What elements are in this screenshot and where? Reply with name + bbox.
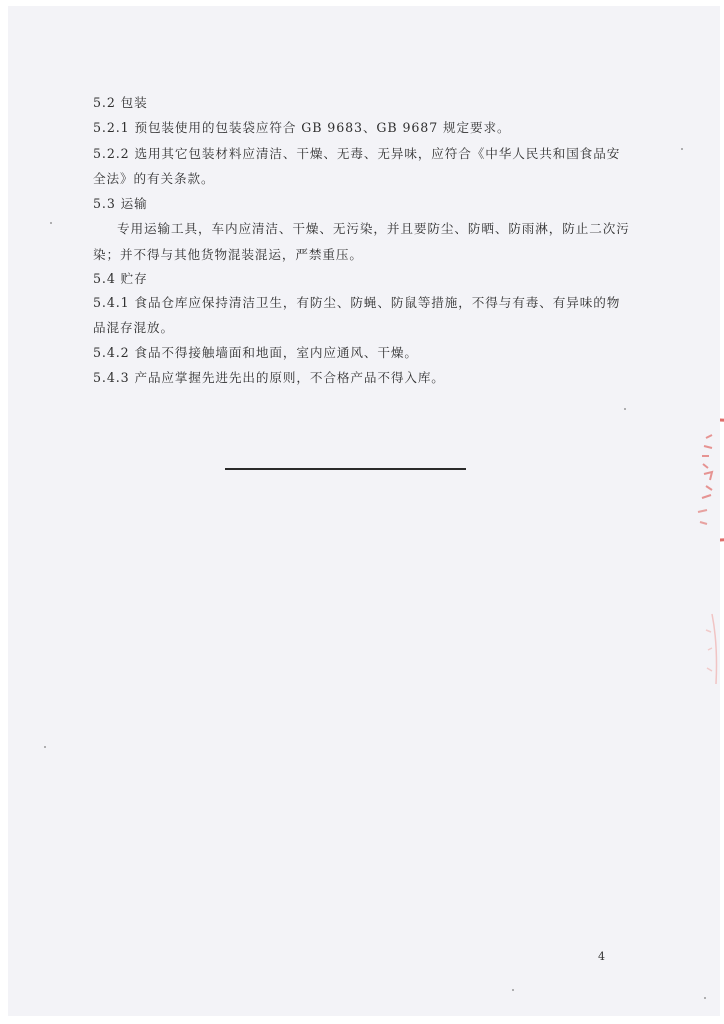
clause-5-2-1: 5.2.1 预包装使用的包装袋应符合 GB 9683、GB 9687 规定要求。	[93, 120, 511, 135]
clause-5-4-3: 5.4.3 产品应掌握先进先出的原则，不合格产品不得入库。	[93, 370, 445, 385]
paragraph-transport: 专用运输工具，车内应清洁、干燥、无污染，并且要防尘、防晒、防雨淋，防止二次污	[117, 221, 630, 236]
end-of-text-rule	[225, 468, 466, 470]
clause-5-4-1: 5.4.1 食品仓库应保持清洁卫生，有防尘、防蝇、防鼠等措施，不得与有毒、有异味的物	[93, 295, 621, 310]
scan-speck	[681, 148, 683, 150]
red-seal-stamp-fragment	[684, 412, 724, 552]
clause-5-4-1-continued: 品混存混放。	[93, 320, 174, 335]
scan-speck	[704, 997, 706, 999]
scan-speck	[624, 408, 626, 410]
section-heading-5-2: 5.2 包装	[93, 95, 148, 110]
paragraph-transport-continued: 染；并不得与其他货物混装混运，严禁重压。	[93, 247, 363, 262]
page-number: 4	[598, 950, 605, 963]
clause-5-2-2-continued: 全法》的有关条款。	[93, 171, 215, 186]
clause-5-4-2: 5.4.2 食品不得接触墙面和地面，室内应通风、干燥。	[93, 345, 418, 360]
clause-5-2-2: 5.2.2 选用其它包装材料应清洁、干燥、无毒、无异味，应符合《中华人民共和国食品安	[93, 146, 621, 161]
faint-seal-trace	[700, 610, 724, 690]
scan-speck	[50, 222, 52, 224]
section-heading-5-4: 5.4 贮存	[93, 271, 148, 286]
section-heading-5-3: 5.3 运输	[93, 196, 148, 211]
scan-speck	[512, 989, 514, 991]
scan-speck	[44, 746, 46, 748]
